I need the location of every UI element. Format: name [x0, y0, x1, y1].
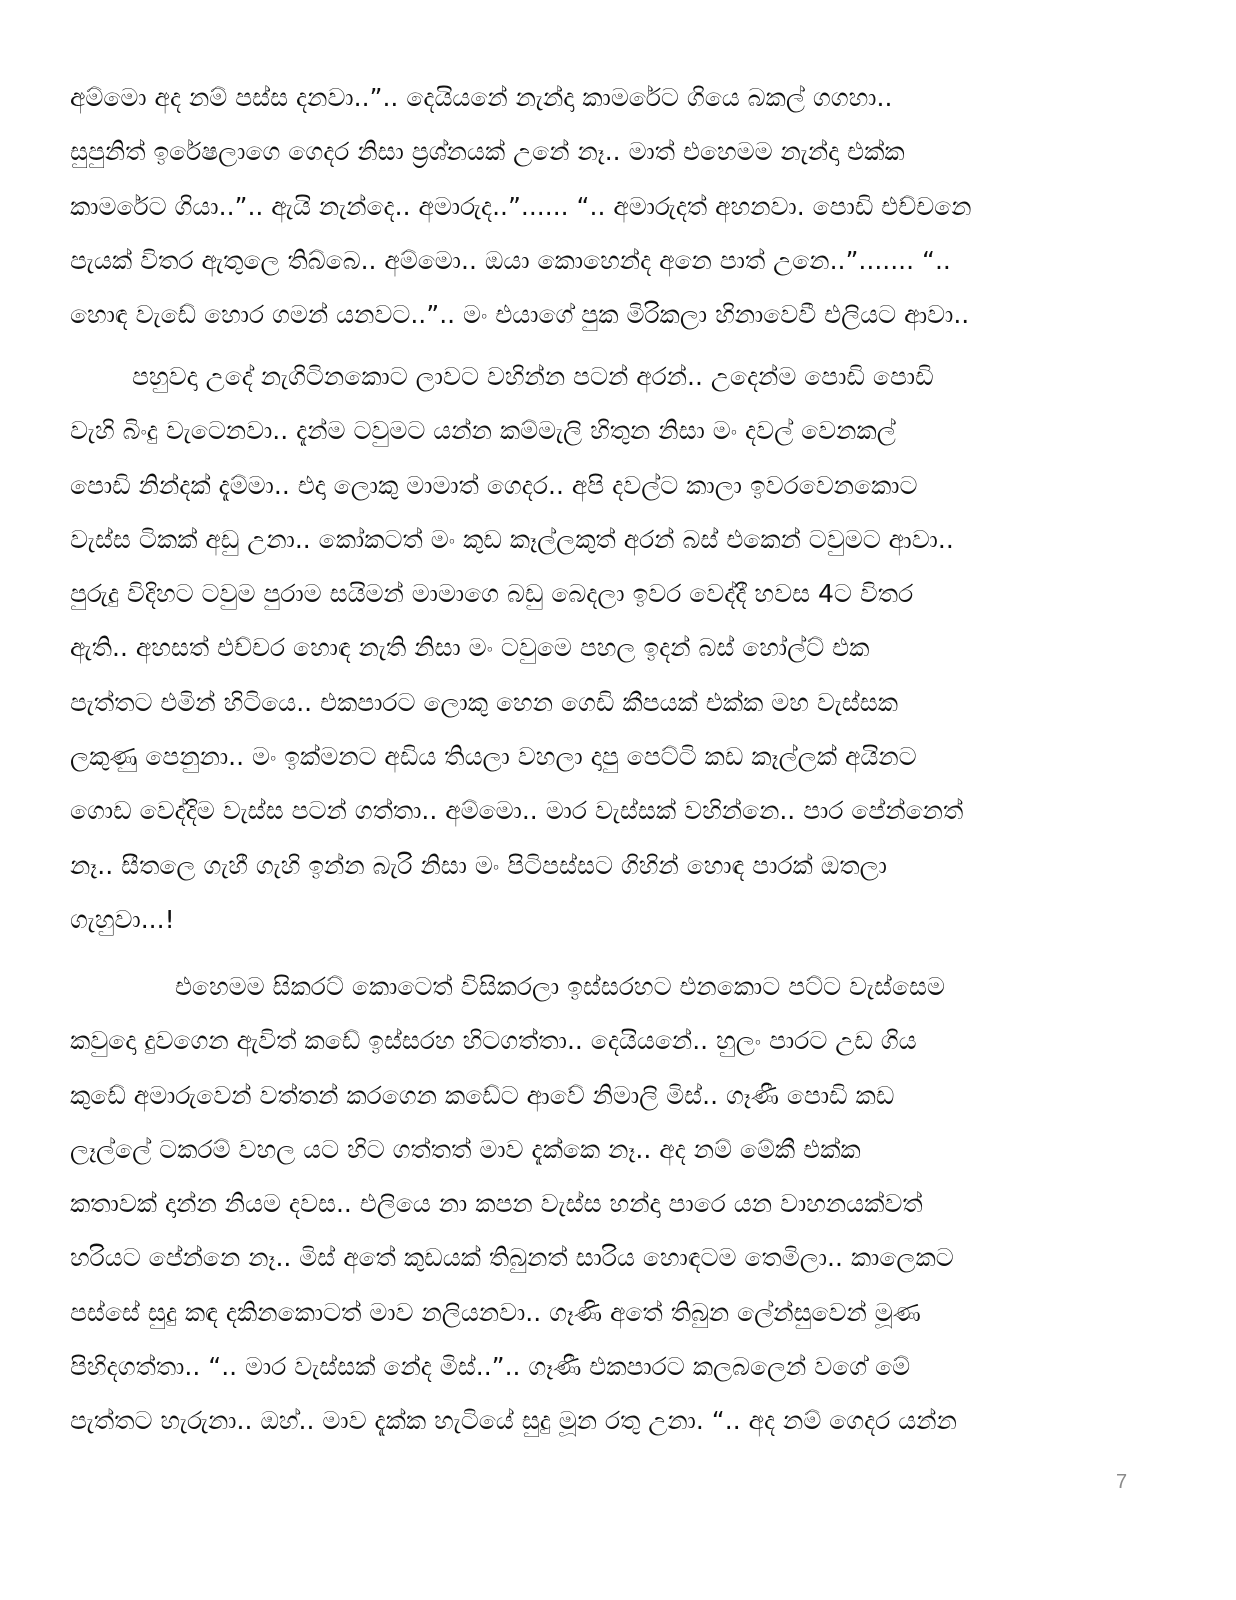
text-line: ලකුණු පෙනුනා.. මං ඉක්මනට අඩිය තියලා වහලා දාපු පෙට්ටි කඩ කෑල්ලක් අයිනට — [70, 742, 917, 772]
text-line: පැත්තට එමින් හිටියෙ.. එකපාරට ලොකු හෙන ගෙඩි කීපයක් එක්ක මහ වැස්සක — [70, 687, 899, 717]
text-line: පිහිදගත්තා.. “.. මාර වැස්සක් නේද මිස්..”.. ගෑණී එකපාරට කලබලෙන් වගේ මේ — [70, 1352, 911, 1382]
text-line: කාමරේට ගියා..”.. ඇයි නැන්දෙ.. අමාරුද..”...... “.. අමාරුදත් අහනවා. පොඩි එච්චනෙ — [70, 191, 972, 221]
text-line: ගැහුවා...! — [70, 904, 175, 934]
text-line: පැත්තට හැරුනා.. ඔහ්.. මාව දැක්ක හැටියේ සුදු මූන රතු උනා. “.. අද නම් ගෙදර යන්න — [70, 1406, 957, 1436]
text-line: එහෙමම සිකරට් කොටෙත් විසිකරලා ඉස්සරහට එනකොට පට්ට වැස්සෙම — [175, 972, 945, 1001]
text-line: පුරුදු විදිහට ටවුම පුරාම සයිමන් මාමාගෙ බඩු බෙදලා ඉවර වෙද්දී හවස 4ට විතර — [70, 579, 914, 609]
text-line: පහුවදා උදේ නැගිටිනකොට ලාවට වහින්න පටන් අරන්.. උදෙන්ම පොඩි පොඩි — [132, 362, 934, 391]
text-line: ලෑල්ලේ ටකරම් වහල යට හිට ගත්තත් මාව දැක්කෙ නෑ.. අද නම් මේකී එක්ක — [70, 1134, 861, 1164]
text-line: හරියට පේන්නෙ නෑ.. මිස් අතේ කුඩයක් තිබුනත් සාරිය හොඳටම තෙමිලා.. කාලෙකට — [70, 1243, 954, 1273]
text-line: පැයක් විතර ඇතුලෙ තිබ්බෙ.. අම්මො.. ඔයා කොහෙන්ද අනෙ පාත් උනෙ..”....... “.. — [70, 245, 951, 275]
text-line: සුපුනිත් ඉරේෂලාගෙ ගෙදර නිසා ප්‍රශ්නයක් උනේ නෑ.. මාත් එහෙමම නැන්දා එක්ක — [70, 137, 905, 167]
page-number: 7 — [1116, 1471, 1128, 1493]
text-line: වැහි බිංදු වැටෙනවා.. දැන්ම ටවුමට යන්න කම්මැලි හිතුන නිසා මං දවල් වෙනකල් — [70, 416, 896, 446]
text-line: ඇති.. අහසත් එච්චර හොඳ නැති නිසා මං ටවුමෙ පහල ඉදන් බස් හෝල්ට් එක — [70, 633, 870, 663]
text-line: වැස්ස ටිකක් අඩු උනා.. කෝකටත් මං කුඩ කෑල්ලකුත් අරන් බස් එකෙන් ටවුමට ආවා.. — [70, 524, 954, 554]
text-line: කුඩේ අමාරුවෙන් වත්තන් කරගෙන කඩේට ආවේ නිමාලි මිස්.. ගෑණී පොඩි කඩ — [70, 1080, 895, 1110]
text-line: කවුදො දුවගෙන ඇවිත් කඩේ ඉස්සරහ හිටගත්තා.. දෙයියනේ.. හුලං පාරට උඩ ගිය — [70, 1026, 917, 1056]
paragraph-1 — [70, 71, 1160, 342]
text-line: පොඩි නින්දක් දැම්මා.. එදා ලොකු මාමාත් ගෙදර.. අපි දවල්ට කාලා ඉවරවෙනකොට — [70, 470, 918, 500]
paragraph-2 — [70, 350, 1160, 947]
text-line: පස්සේ සුදු කඳ දකිනකොටත් මාව නලියනවා.. ගෑණි අතේ තිබුන ලේන්සුවෙන් මූණ — [70, 1297, 921, 1327]
text-line: අම්මො අද නම් පස්ස දනවා..”.. දෙයියනේ නැන්දා කාමරේට ගියෙ බකල් ගගහා.. — [70, 83, 893, 112]
text-line: නෑ.. සීතලෙ ගැහී ගැහි ඉන්න බැරි නිසා මං පිටිපස්සට ගිහින් හොඳ පාරක් ඔතලා — [70, 850, 887, 880]
text-line: කතාවක් දාන්න නියම දවස.. එලියෙ නා කපන වැස්ස හන්දා පාරෙ යන වාහනයක්වත් — [70, 1189, 923, 1219]
paragraph-3 — [70, 960, 1160, 1449]
text-line: ගොඩ වෙද්දිම වැස්ස පටන් ගත්තා.. අම්මො.. මාර වැස්සක් වහින්නෙ.. පාර පේන්නෙත් — [70, 796, 964, 826]
text-line: හොඳ වැඩේ හොර ගමන් යනවට..”.. මං එයාගේ පුක මිරිකලා හිනාවෙවී එලියට ආවා.. — [70, 300, 970, 330]
